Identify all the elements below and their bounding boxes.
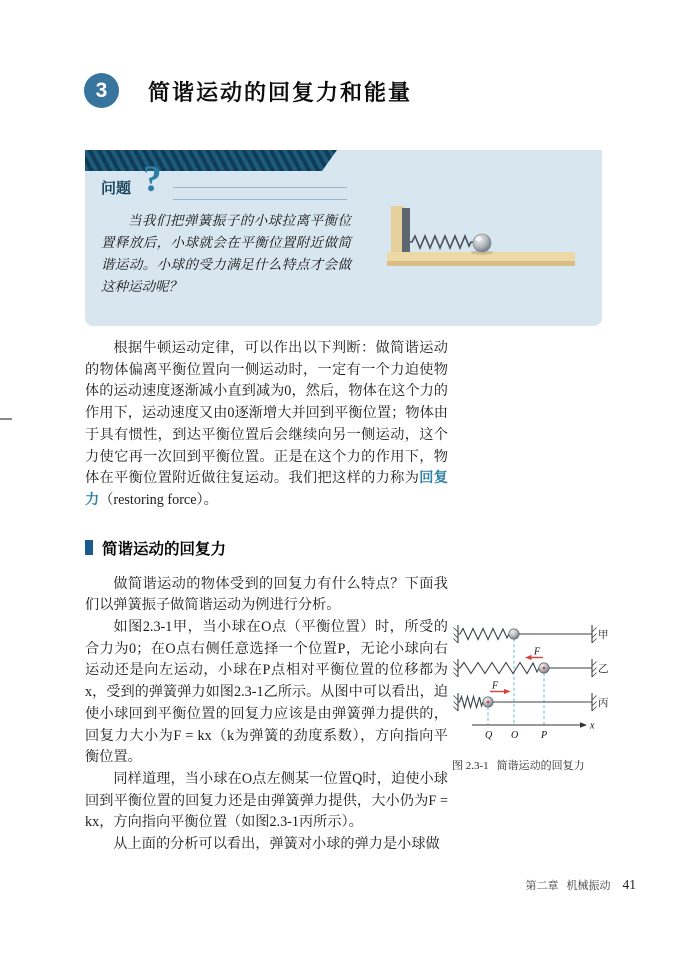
ball-at-O	[509, 629, 519, 639]
force-arrowhead-right	[504, 689, 511, 694]
figure-2-3-1-diagram	[452, 622, 610, 744]
page-footer	[526, 877, 637, 893]
ball	[473, 234, 491, 252]
table-edge	[387, 261, 575, 266]
body-text-column	[85, 338, 448, 856]
force-origin-dot	[487, 701, 490, 704]
decorative-rule	[173, 187, 347, 188]
wall-face	[402, 208, 410, 252]
decorative-rule	[173, 199, 347, 200]
spring-oscillator-illustration	[381, 200, 586, 275]
figure-number: 图 2.3-1	[452, 760, 489, 772]
right-wall-icon	[592, 659, 597, 677]
section-title: 简谐运动的回复力	[102, 540, 227, 558]
force-arrowhead-left	[525, 655, 532, 660]
paragraph-3: 同样道理，当小球在O点左侧某一位置Q时，迫使小球回到平衡位置的回复力还是由弹簧弹力提供，大小仍为F = kx，方向指向平衡位置（如图2.3-1丙所示）。	[85, 770, 448, 831]
force-origin-dot	[543, 667, 546, 670]
paragraph-2: 如图2.3-1甲，当小球在O点（平衡位置）时，所受的合力为0；在O点右侧任意选择一个位置P，无论小球向右运动还是向左运动，小球在P点相对平衡位置的位移都为x，受到的弹簧弹力如图2.3-1乙所示。从图中可以看出，迫使小球回到平衡位置的回复力应该是由弹簧弹力提供的，回复力大小为F = kx（k为弹簧的劲度系数），方向指向平衡位置。	[85, 619, 448, 766]
page-title: 简谐运动的回复力和能量	[148, 80, 413, 105]
section-bullet	[85, 540, 93, 555]
point-label-Q: Q	[485, 730, 493, 741]
figure-caption	[452, 757, 612, 773]
intro-text-2: （restoring force）。	[99, 491, 218, 508]
figure-caption-text: 简谐运动的回复力	[496, 760, 585, 772]
spring-row-jia	[458, 629, 509, 640]
page-number: 41	[622, 877, 636, 892]
left-wall-icon	[454, 693, 459, 711]
problem-text: 当我们把弹簧振子的小球拉离平衡位置释放后，小球就会在平衡位置附近做简谐运动。小球的受力满足什么特点才会做这种运动呢？	[101, 213, 351, 294]
axis-label-x: x	[590, 720, 595, 732]
right-wall-icon	[592, 693, 597, 711]
paragraph-4: 从上面的分析可以看出，弹簧对小球的弹力是小球做	[113, 836, 440, 853]
ball-highlight	[476, 237, 482, 241]
row-label-jia: 甲	[598, 630, 609, 641]
point-label-O: O	[511, 730, 519, 741]
spring-coil	[410, 236, 473, 248]
section-number: 3	[95, 78, 108, 102]
spring-row-bing	[458, 697, 483, 708]
intro-text-1: 根据牛顿运动定律，可以作出以下判断：做简谐运动的物体偏离平衡位置向一侧运动时，一定有一个力迫使物体的运动速度逐渐减小直到减为0，然后，物体在这个力的作用下，运动速度又由0逐渐增大并回到平衡位置；物体由于具有惯性，到达平衡位置后会继续向另一侧运动，这个力使它再一次回到平衡位置。正是在这个力的作用下，物体在平衡位置附近做往复运动。我们把这样的力称为	[85, 340, 448, 487]
problem-label: 问题	[101, 180, 132, 197]
footer-chapter: 第二章	[525, 880, 559, 892]
force-label-bing: F	[492, 680, 499, 692]
restoring-force-term: 回复力	[85, 470, 448, 508]
left-wall-icon	[454, 659, 459, 677]
paragraph-1: 做简谐运动的物体受到的回复力有什么特点？下面我们以弹簧振子做简谐运动为例进行分析。	[85, 575, 448, 614]
row-label-yi: 乙	[598, 664, 609, 675]
section-number-badge	[84, 73, 119, 108]
x-axis-arrowhead	[580, 722, 587, 728]
row-label-bing: 丙	[598, 698, 609, 709]
footer-book: 机械振动	[566, 880, 611, 892]
margin-tick	[0, 418, 12, 420]
force-label-yi: F	[534, 646, 541, 658]
problem-box	[85, 150, 602, 326]
point-label-P: P	[541, 730, 548, 741]
decorative-striped-band	[85, 150, 337, 171]
question-mark-icon: ?	[143, 159, 162, 200]
spring-row-yi	[458, 663, 539, 674]
left-wall-icon	[454, 625, 459, 643]
figure-2-3-1	[452, 622, 612, 773]
right-wall-icon	[592, 625, 597, 643]
section-heading	[85, 537, 448, 559]
intro-paragraph	[85, 338, 448, 512]
